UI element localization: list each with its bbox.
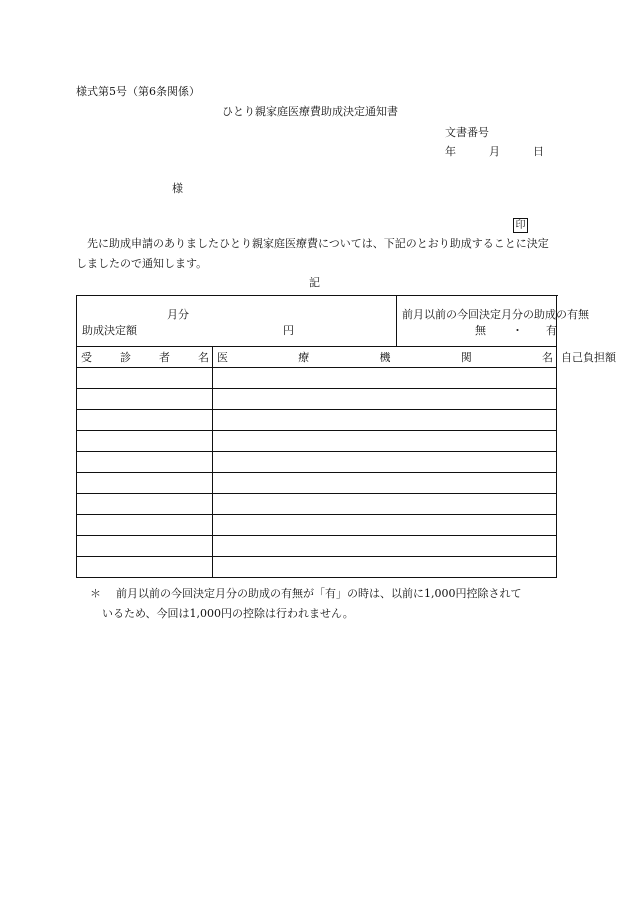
month-label: 月分	[167, 308, 189, 321]
amount-label: 助成決定額	[82, 324, 137, 337]
medical-institution-cell[interactable]	[213, 557, 557, 578]
document-number-label: 文書番号	[445, 126, 489, 139]
patient-name-cell[interactable]	[77, 368, 213, 389]
patient-name-cell[interactable]	[77, 452, 213, 473]
table-row	[77, 431, 557, 452]
header-char: 負	[583, 351, 595, 364]
subsidy-table	[76, 295, 617, 578]
header-char: 名	[198, 351, 209, 364]
medical-institution-cell[interactable]	[213, 452, 557, 473]
header-char: 機	[379, 351, 391, 364]
table-row	[77, 536, 557, 557]
date-day: 日	[533, 145, 544, 158]
header-char: 関	[460, 351, 472, 364]
table-row	[77, 473, 557, 494]
header-char: 名	[542, 351, 553, 364]
header-char: 者	[159, 351, 170, 364]
patient-name-cell[interactable]	[77, 473, 213, 494]
medical-institution-cell[interactable]	[213, 536, 557, 557]
body-text: 先に助成申請のありましたひとり親家庭医療費については、下記のとおり助成することに決定しましたので通知します。	[76, 237, 549, 270]
patient-name-cell[interactable]	[77, 410, 213, 431]
header-char: 自	[561, 351, 573, 364]
date-line	[445, 143, 544, 159]
table-row	[77, 494, 557, 515]
medical-institution-cell[interactable]	[213, 368, 557, 389]
medical-institution-cell[interactable]	[213, 431, 557, 452]
table-row	[77, 557, 557, 578]
header-char: 受	[81, 351, 92, 364]
yes-option: 有	[546, 324, 558, 337]
table-row	[77, 515, 557, 536]
header-char: 療	[298, 351, 310, 364]
patient-name-cell[interactable]	[77, 536, 213, 557]
none-option: 無	[475, 324, 487, 337]
header-char: 額	[605, 351, 617, 364]
medical-institution-cell[interactable]	[213, 410, 557, 431]
patient-name-cell[interactable]	[77, 557, 213, 578]
header-char: 診	[120, 351, 131, 364]
table-row	[77, 410, 557, 431]
note	[76, 584, 556, 624]
prev-subsidy-cell	[397, 296, 590, 347]
prev-subsidy-label: 前月以前の今回決定月分の助成の有無	[402, 308, 590, 321]
medical-institution-cell[interactable]	[213, 494, 557, 515]
patient-name-cell[interactable]	[77, 494, 213, 515]
decision-amount-cell	[77, 296, 397, 347]
date-month: 月	[489, 145, 500, 158]
patient-name-cell[interactable]	[77, 431, 213, 452]
yen-label: 円	[283, 324, 294, 337]
note-line-2: いるため、今回は1,000円の控除は行われません。	[102, 607, 354, 620]
seal-mark: 印	[513, 218, 528, 233]
date-year: 年	[445, 145, 456, 158]
header-medical-institution	[213, 347, 557, 368]
patient-name-cell[interactable]	[77, 389, 213, 410]
medical-institution-cell[interactable]	[213, 473, 557, 494]
header-char: 担	[594, 351, 606, 364]
patient-name-cell[interactable]	[77, 515, 213, 536]
medical-institution-cell[interactable]	[213, 515, 557, 536]
table-row	[77, 452, 557, 473]
note-mark: ＊	[90, 587, 101, 600]
dot-separator: ・	[512, 324, 524, 337]
header-char: 医	[217, 351, 228, 364]
header-patient-name	[77, 347, 213, 368]
medical-institution-cell[interactable]	[213, 389, 557, 410]
form-number: 様式第5号（第6条関係）	[76, 85, 200, 98]
ki-heading: 記	[309, 276, 320, 289]
table-header-row	[77, 347, 557, 368]
addressee-suffix: 様	[172, 182, 183, 195]
header-char: 己	[572, 351, 584, 364]
note-line-1: 前月以前の今回決定月分の助成の有無が「有」の時は、以前に1,000円控除されて	[116, 587, 522, 600]
document-title: ひとり親家庭医療費助成決定通知書	[222, 105, 398, 118]
table-row	[77, 389, 557, 410]
table-row	[77, 368, 557, 389]
